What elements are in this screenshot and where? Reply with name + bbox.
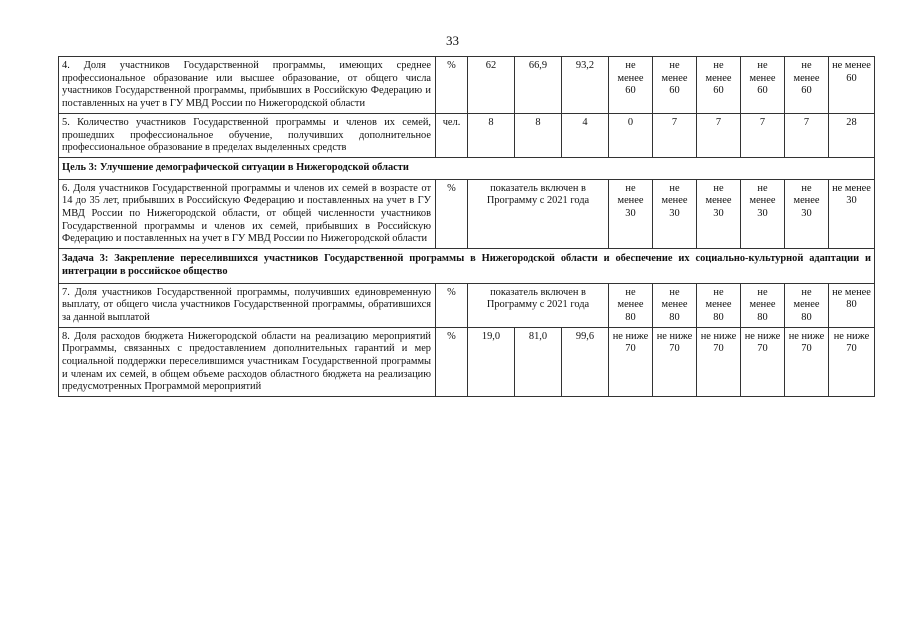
target-cell: не менее 80 xyxy=(785,283,829,327)
target-cell: не менее 30 xyxy=(653,179,697,249)
unit-cell: чел. xyxy=(436,113,468,157)
value-cell: 19,0 xyxy=(468,327,515,397)
target-cell: не менее 80 xyxy=(653,283,697,327)
indicators-table xyxy=(58,56,875,397)
target-cell: не менее 30 xyxy=(741,179,785,249)
task-heading: Задача 3: Закрепление переселившихся участников Государственной программы в Нижегородской области и обеспечение их социально-культурной адаптации и интеграции в российское общество xyxy=(59,249,875,283)
table-row xyxy=(59,57,875,114)
table-row xyxy=(59,113,875,157)
target-cell: не менее 60 xyxy=(785,57,829,114)
target-cell: не менее 30 xyxy=(697,179,741,249)
target-cell: не ниже 70 xyxy=(741,327,785,397)
indicator-name: 6. Доля участников Государственной программы и членов их семей в возрасте от 14 до 35 лет, прибывших в Российскую Федерацию и поставленных на учет в ГУ МВД России по Нижегородской области, от общей численности участников Государственной программы и членов их семей, прибывших в Российскую Федерацию и поставленных на учет в ГУ МВД России по Нижегородской области xyxy=(59,179,436,249)
unit-cell: % xyxy=(436,57,468,114)
target-cell: 28 xyxy=(829,113,875,157)
value-cell: 99,6 xyxy=(562,327,609,397)
page-number: 33 xyxy=(446,33,459,48)
target-cell: не ниже 70 xyxy=(697,327,741,397)
table-row xyxy=(59,249,875,283)
target-cell: не менее 60 xyxy=(609,57,653,114)
indicator-name: 4. Доля участников Государственной программы, имеющих среднее профессиональное образование или высшее образование, от общего числа участников Государственной программы, прибывших в Российскую Федерацию и поставленных на учет в ГУ МВД России по Нижегородской области xyxy=(59,57,436,114)
unit-cell: % xyxy=(436,179,468,249)
value-cell: 66,9 xyxy=(515,57,562,114)
target-cell: не менее 60 xyxy=(697,57,741,114)
table-row xyxy=(59,157,875,179)
target-cell: не менее 80 xyxy=(609,283,653,327)
table-row xyxy=(59,179,875,249)
indicator-name: 5. Количество участников Государственной программы и членов их семей, прошедших профессиональное обучение, получивших дополнительное профессиональное образование в пределах выделенных средств xyxy=(59,113,436,157)
table-body xyxy=(59,57,875,397)
target-cell: 7 xyxy=(653,113,697,157)
value-cell: 8 xyxy=(468,113,515,157)
target-cell: не менее 80 xyxy=(697,283,741,327)
unit-cell: % xyxy=(436,283,468,327)
goal-heading: Цель 3: Улучшение демографической ситуации в Нижегородской области xyxy=(59,157,875,179)
value-cell: 93,2 xyxy=(562,57,609,114)
table-row xyxy=(59,327,875,397)
target-cell: не менее 30 xyxy=(609,179,653,249)
value-cell: 62 xyxy=(468,57,515,114)
target-cell: не менее 30 xyxy=(785,179,829,249)
value-cell: 4 xyxy=(562,113,609,157)
target-cell: 7 xyxy=(741,113,785,157)
indicator-name: 7. Доля участников Государственной программы, получивших единовременную выплату, от общего числа участников Государственной программы, обратившихся за данной выплатой xyxy=(59,283,436,327)
target-cell: не менее 30 xyxy=(829,179,875,249)
target-cell: не менее 80 xyxy=(741,283,785,327)
target-cell: 7 xyxy=(785,113,829,157)
target-cell: не менее 60 xyxy=(653,57,697,114)
target-cell: не менее 60 xyxy=(829,57,875,114)
target-cell: не ниже 70 xyxy=(609,327,653,397)
value-cell: 8 xyxy=(515,113,562,157)
merged-note-cell: показатель включен в Программу с 2021 года xyxy=(468,179,609,249)
unit-cell: % xyxy=(436,327,468,397)
target-cell: 0 xyxy=(609,113,653,157)
target-cell: не ниже 70 xyxy=(653,327,697,397)
target-cell: 7 xyxy=(697,113,741,157)
target-cell: не ниже 70 xyxy=(829,327,875,397)
indicator-name: 8. Доля расходов бюджета Нижегородской области на реализацию мероприятий Программы, связанных с предоставлением дополнительных гарантий и мер социальной поддержки переселившимся участникам Государственной программы и членам их семей, в общем объеме расходов областного бюджета на реализацию предусмотренных Программой мероприятий xyxy=(59,327,436,397)
target-cell: не менее 80 xyxy=(829,283,875,327)
merged-note-cell: показатель включен в Программу с 2021 года xyxy=(468,283,609,327)
table-row xyxy=(59,283,875,327)
target-cell: не менее 60 xyxy=(741,57,785,114)
target-cell: не ниже 70 xyxy=(785,327,829,397)
value-cell: 81,0 xyxy=(515,327,562,397)
